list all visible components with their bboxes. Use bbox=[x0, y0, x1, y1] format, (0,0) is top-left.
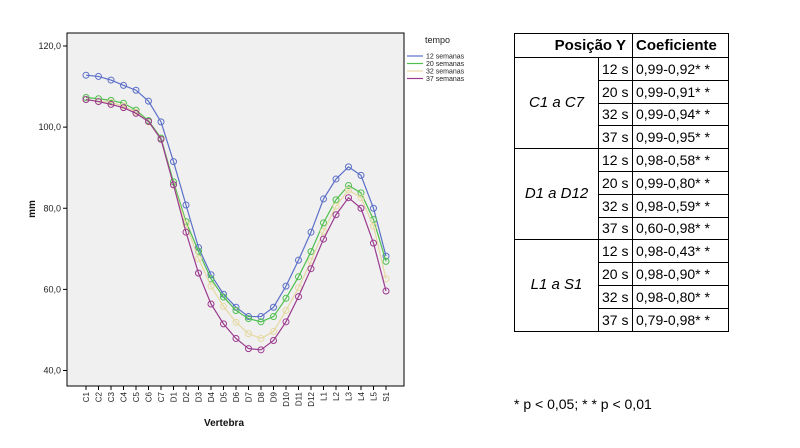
coefficient-cell: 0,98-0,59* * bbox=[633, 194, 729, 217]
coefficient-cell: 0,79-0,98* * bbox=[633, 308, 729, 331]
y-tick-label: 40,0 bbox=[43, 365, 61, 376]
coefficient-cell: 0,98-0,90* * bbox=[633, 263, 729, 286]
coefficient-cell: 0,98-0,58* * bbox=[633, 149, 729, 172]
legend bbox=[407, 35, 465, 83]
y-tick-label: 120,0 bbox=[38, 41, 61, 51]
coefficient-cell: 0,98-0,80* * bbox=[633, 285, 729, 308]
y-tick-label: 100,0 bbox=[38, 122, 61, 133]
tempo-cell: 37 s bbox=[599, 126, 633, 149]
coefficient-cell: 0,99-0,91* * bbox=[633, 80, 729, 103]
tempo-cell: 37 s bbox=[599, 308, 633, 331]
tempo-cell: 32 s bbox=[599, 194, 633, 217]
x-tick-label: L4 bbox=[357, 392, 366, 401]
legend-label: 37 semanas bbox=[426, 76, 465, 83]
table-row bbox=[515, 240, 729, 263]
coefficient-cell: 0,98-0,43* * bbox=[633, 240, 729, 263]
x-tick-label: L2 bbox=[332, 392, 341, 401]
x-tick-label: D6 bbox=[232, 392, 241, 403]
x-tick-label: L3 bbox=[344, 392, 354, 401]
header-position: Posição Y bbox=[515, 34, 633, 58]
tempo-cell: 37 s bbox=[599, 217, 633, 240]
table-row bbox=[515, 149, 729, 172]
x-tick-label: C7 bbox=[157, 392, 166, 403]
legend-label: 32 semanas bbox=[426, 68, 465, 76]
tempo-cell: 12 s bbox=[599, 58, 633, 81]
x-tick-label: C6 bbox=[144, 392, 154, 403]
footnote: * p < 0,05; * * p < 0,01 bbox=[514, 396, 652, 412]
tempo-cell: 32 s bbox=[599, 103, 633, 126]
coefficient-cell: 0,99-0,92* * bbox=[633, 58, 729, 81]
coefficient-cell: 0,60-0,98* * bbox=[633, 217, 729, 240]
x-tick-label: D10 bbox=[282, 392, 291, 407]
tempo-cell: 20 s bbox=[599, 263, 633, 286]
table-header-row bbox=[515, 34, 729, 58]
legend-title: tempo bbox=[425, 35, 451, 45]
x-tick-label: L5 bbox=[369, 392, 379, 401]
coefficient-cell: 0,99-0,95* * bbox=[633, 126, 729, 149]
y-tick-label: 80,0 bbox=[43, 203, 61, 214]
x-axis-title: Vertebra bbox=[203, 418, 245, 429]
y-tick-label: 60,0 bbox=[43, 284, 61, 295]
group-label: D1 a D12 bbox=[515, 149, 599, 240]
legend-label: 20 semanas bbox=[426, 61, 465, 68]
group-label: L1 a S1 bbox=[515, 240, 599, 331]
x-axis bbox=[82, 386, 391, 407]
tempo-cell: 32 s bbox=[599, 285, 633, 308]
x-tick-label: D3 bbox=[194, 392, 204, 403]
x-tick-label: C5 bbox=[132, 392, 141, 403]
tempo-cell: 12 s bbox=[599, 149, 633, 172]
x-tick-label: D1 bbox=[169, 392, 179, 403]
x-tick-label: C1 bbox=[82, 392, 91, 403]
table-row bbox=[515, 58, 729, 81]
plot-area bbox=[67, 33, 404, 386]
x-tick-label: C3 bbox=[107, 392, 116, 403]
coefficient-cell: 0,99-0,80* * bbox=[633, 171, 729, 194]
x-tick-label: D4 bbox=[207, 392, 216, 403]
group-label: C1 a C7 bbox=[515, 58, 599, 149]
x-tick-label: D9 bbox=[269, 392, 279, 403]
coefficient-cell: 0,99-0,94* * bbox=[633, 103, 729, 126]
x-tick-label: L1 bbox=[319, 392, 329, 401]
legend-label: 12 semanas bbox=[426, 53, 465, 61]
x-tick-label: D8 bbox=[257, 392, 266, 403]
x-tick-label: D12 bbox=[307, 392, 316, 407]
y-axis bbox=[38, 41, 67, 376]
tempo-cell: 20 s bbox=[599, 171, 633, 194]
x-tick-label: D5 bbox=[219, 392, 229, 403]
x-tick-label: S1 bbox=[382, 392, 391, 402]
coefficient-table bbox=[514, 33, 729, 332]
x-tick-label: C4 bbox=[119, 392, 129, 403]
tempo-cell: 20 s bbox=[599, 80, 633, 103]
x-tick-label: D7 bbox=[244, 392, 254, 403]
tempo-cell: 12 s bbox=[599, 240, 633, 263]
x-tick-label: D2 bbox=[182, 392, 191, 403]
x-tick-label: C2 bbox=[94, 392, 104, 403]
x-tick-label: D11 bbox=[294, 392, 304, 407]
header-coefficient: Coeficiente bbox=[633, 34, 729, 58]
y-axis-title: mm bbox=[27, 200, 38, 218]
